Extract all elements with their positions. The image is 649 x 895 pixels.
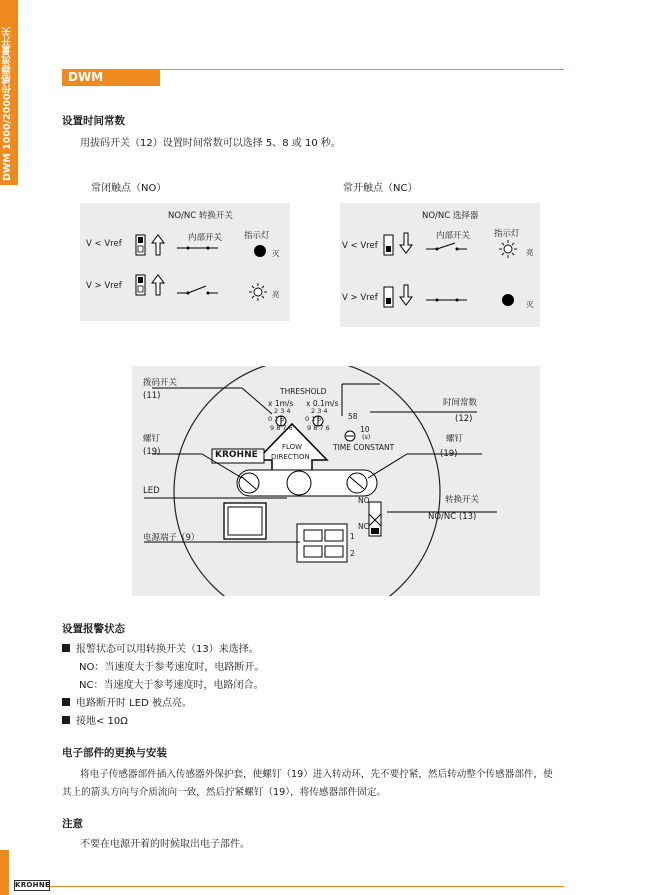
no-row1-condition: V < Vref xyxy=(86,239,122,249)
no-indicator-label: 指示灯 xyxy=(244,231,270,241)
alarm-nc-text: NC：当速度大于参考速度时，电路闭合。 xyxy=(79,680,264,691)
footer-rule xyxy=(38,886,564,887)
display-window xyxy=(224,503,266,539)
no-diagram-title: 常闭触点（NO） xyxy=(91,183,167,194)
footer-logo: KROHNE xyxy=(15,881,51,889)
power-terminal-label: 电源端子（9） xyxy=(143,533,200,543)
side-tab xyxy=(0,0,18,185)
tc-s: (s) xyxy=(362,433,371,441)
nc-row2-state: 灭 xyxy=(526,300,534,309)
nc-lamp-on-icon xyxy=(499,240,517,258)
nc-row1-state: 亮 xyxy=(526,248,534,257)
no-lamp-on-icon xyxy=(249,283,267,301)
nc-diagram-title: 常开触点（NC） xyxy=(343,183,418,194)
dial-digits-c1: 9 8 7 6 xyxy=(270,424,293,432)
dial-digits-b1: 0 1 5 xyxy=(268,415,285,423)
no-row2-state: 亮 xyxy=(272,290,280,299)
nc-row1-condition: V < Vref xyxy=(342,241,378,251)
x1ms-label: x 1m/s xyxy=(268,399,294,408)
section-title-note: 注意 xyxy=(62,818,83,830)
led-label: LED xyxy=(143,486,160,496)
terminal-1: 1 xyxy=(350,532,355,541)
alarm-bullet-1-text: 报警状态可以用转换开关（13）来选择。 xyxy=(76,644,259,655)
section-tag: DWM xyxy=(62,69,160,86)
dial-digits-b2: 0 1 5 xyxy=(305,415,322,423)
nc-lamp-off-icon xyxy=(502,294,514,306)
no-symbols xyxy=(80,203,290,321)
nc-internal-switch-label: 内部开关 xyxy=(436,231,471,241)
time-const-num: (12) xyxy=(455,414,473,424)
dial-digits-a2: 2 3 4 xyxy=(311,407,328,415)
no-diagram-panel xyxy=(80,203,290,321)
threshold-label: THRESHOLD xyxy=(280,387,327,396)
bullet-icon xyxy=(62,644,70,652)
time-constant-text: 用拔码开关（12）设置时间常数可以选择 5、8 或 10 秒。 xyxy=(80,138,341,149)
screw-right-num: (19) xyxy=(440,449,458,459)
no-internal-switch-label: 内部开关 xyxy=(188,233,223,243)
nc-row2-condition: V > Vref xyxy=(342,293,378,303)
alarm-no-text: NO：当速度大于参考速度时，电路断开。 xyxy=(79,662,265,673)
nc-marker: NC xyxy=(358,522,369,531)
dial-digits-c2: 9 8 7 6 xyxy=(307,424,330,432)
note-text: 不要在电源开着的时候取出电子部件。 xyxy=(80,839,250,850)
no-arrow-up-icon-2 xyxy=(152,275,164,295)
dip-switch-num: (11) xyxy=(143,391,161,401)
alarm-bullet-2 xyxy=(62,694,192,709)
tc-58: 58 xyxy=(348,412,358,421)
switch-num: NO/NC (13) xyxy=(428,512,477,522)
bullet-icon xyxy=(62,698,70,706)
section-title-time-constant: 设置时间常数 xyxy=(62,115,125,127)
screw-right-label: 螺钉 xyxy=(446,434,464,444)
nc-arrow-down-icon-1 xyxy=(400,233,412,253)
led-icon xyxy=(287,471,311,495)
nc-arrow-down-icon-2 xyxy=(400,285,412,305)
nc-switch-label: NO/NC 选择器 xyxy=(422,211,479,221)
screw-left-label: 螺钉 xyxy=(143,434,161,444)
section-title-alarm: 设置报警状态 xyxy=(62,623,125,635)
section-title-replacement: 电子部件的更换与安装 xyxy=(62,747,167,759)
krohne-logo-text: KROHNE xyxy=(215,450,258,460)
time-const-label: 时间常数 xyxy=(443,398,478,408)
direction-label: DIRECTION xyxy=(271,453,310,461)
alarm-bullet-2-text: 电路断开时 LED 被点亮。 xyxy=(76,698,192,709)
time-constant-label: TIME CONSTANT xyxy=(333,443,395,452)
replacement-text-1: 将电子传感器部件插入传感器外保护套，使螺钉（19）进入转动环，先不要拧紧，然后转动整个传感器部件，使 xyxy=(80,769,553,780)
replacement-text-2: 其上的箭头方向与介质流向一致，然后拧紧螺钉（19），将传感器部件固定。 xyxy=(62,787,387,798)
no-marker: NO xyxy=(358,496,370,505)
bullet-icon xyxy=(62,716,70,724)
no-switch-label: NO/NC 转换开关 xyxy=(168,211,233,221)
no-row1-state: 灭 xyxy=(272,249,280,258)
dip-switch-label: 拨码开关 xyxy=(143,378,178,388)
nc-indicator-label: 指示灯 xyxy=(494,229,520,239)
switch-label: 转换开关 xyxy=(445,495,480,505)
header-rule xyxy=(160,69,564,70)
screw-left-num: (19) xyxy=(143,447,161,457)
x01ms-label: x 0.1m/s xyxy=(306,399,339,408)
nc-symbols xyxy=(340,203,540,327)
footer-tab xyxy=(0,850,9,895)
alarm-bullet-3-text: 接地< 10Ω xyxy=(76,716,128,727)
alarm-bullet-1 xyxy=(62,640,259,655)
dial-digits-a1: 2 3 4 xyxy=(274,407,291,415)
alarm-bullet-3 xyxy=(62,712,128,727)
no-row2-condition: V > Vref xyxy=(86,281,122,291)
flow-label: FLOW xyxy=(282,443,303,451)
no-arrow-up-icon-1 xyxy=(152,235,164,255)
no-lamp-off-icon xyxy=(254,245,266,257)
leader-screw-r xyxy=(368,454,407,478)
side-tab-text: DWM 1000/2000传感器流量开关 xyxy=(2,27,13,181)
terminal-2: 2 xyxy=(350,549,355,558)
nc-diagram-panel xyxy=(340,203,540,327)
tc-10: 10 xyxy=(360,425,370,434)
